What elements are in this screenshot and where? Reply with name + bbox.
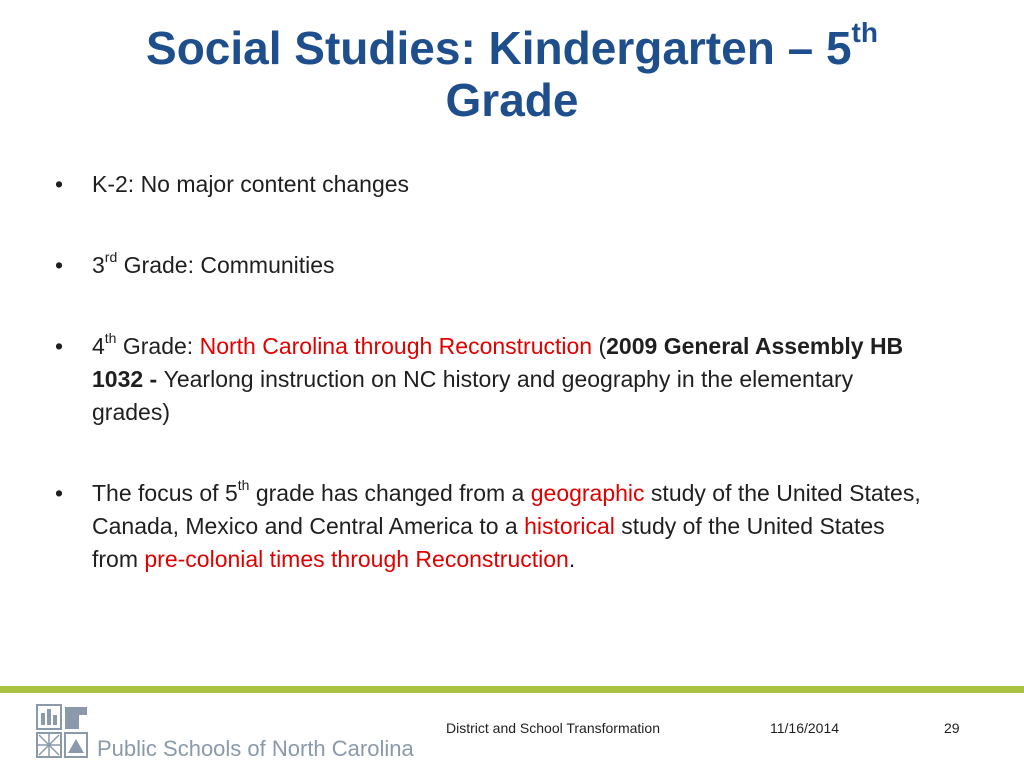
slide-title	[0, 16, 1024, 126]
footer-department: District and School Transformation	[446, 720, 660, 736]
grade-ordinal: th	[104, 330, 117, 347]
logo-wordmark: Public Schools of North Carolina	[97, 736, 414, 761]
footer-date: 11/16/2014	[770, 720, 840, 736]
bill-reference: 2009 General Assembly HB 1032 -	[92, 333, 904, 392]
bullet-grade-3	[55, 249, 935, 282]
bullet-text: study of the United States, Canada, Mexico and Central America to a	[92, 480, 921, 539]
bullet-list	[55, 168, 935, 576]
bullet-marker: •	[55, 480, 64, 506]
highlight-time-period: pre-colonial times through Reconstruction	[144, 546, 569, 572]
grade-ordinal: th	[237, 477, 250, 494]
bullet-marker: •	[55, 333, 64, 359]
grade-number: 3	[92, 252, 105, 278]
grade-number: 4	[92, 333, 105, 359]
bullet-marker: •	[55, 171, 64, 197]
open-paren: (	[592, 333, 607, 359]
title-line-2: Grade	[445, 74, 579, 126]
title-text: Social Studies: Kindergarten – 5	[146, 22, 852, 74]
highlight-historical: historical	[524, 513, 615, 539]
bullet-grade-5	[55, 477, 935, 576]
grade-ordinal: rd	[104, 249, 118, 266]
bullet-text: .	[568, 546, 576, 572]
bullet-text: grade has changed from a	[249, 480, 531, 506]
bullet-text: Yearlong instruction on NC history and geography in the elementary grades)	[92, 366, 854, 425]
bullet-k2	[55, 168, 935, 201]
highlight-geographic: geographic	[530, 480, 645, 506]
bullet-text: Grade: Communities	[117, 252, 335, 278]
ncdpi-emblem-icon	[37, 705, 87, 757]
bullet-marker: •	[55, 252, 64, 278]
bullet-text: The focus of 5	[92, 480, 238, 506]
slide-number: 29	[944, 720, 960, 736]
title-superscript: th	[851, 16, 878, 48]
topic-highlight: North Carolina through Reconstruction	[199, 333, 593, 359]
bullet-text: study of the United States from	[92, 513, 885, 572]
bullet-grade-4	[55, 330, 935, 429]
title-line-1	[0, 16, 1024, 74]
grade-label: Grade:	[116, 333, 200, 359]
bullet-text: K-2: No major content changes	[92, 171, 410, 197]
footer-divider-bar	[0, 686, 1024, 693]
